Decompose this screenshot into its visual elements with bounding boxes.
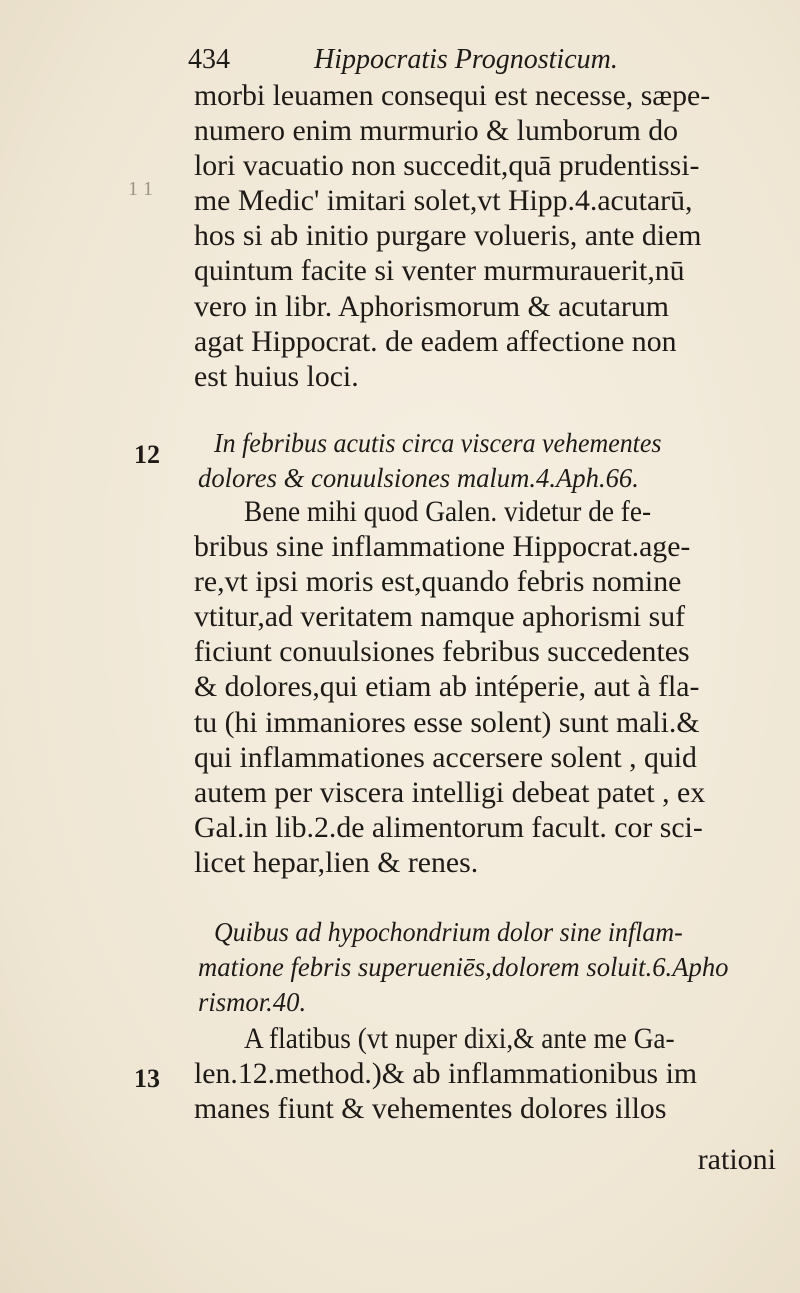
- aphorism-heading: Quibus ad hypochondrium dolor sine inflam-: [214, 917, 683, 947]
- text-line: len.12.method.)& ab inflammationibus im: [194, 1057, 698, 1090]
- aphorism-heading: rismor.40.: [198, 987, 307, 1017]
- text-line: qui inflammationes accersere solent , quid: [194, 741, 697, 774]
- text-line: bribus sine inflammatione Hippocrat.age-: [194, 530, 691, 563]
- catchword: rationi: [697, 1143, 776, 1176]
- page-number: 434: [188, 44, 230, 75]
- section-number-13: 13: [134, 1064, 160, 1093]
- text-line: agat Hippocrat. de eadem affectione non: [194, 325, 677, 358]
- running-title: Hippocratis Prognosticum.: [314, 44, 618, 75]
- text-line: vero in libr. Aphorismorum & acutarum: [194, 290, 669, 323]
- text-line: A flatibus (vt nuper dixi,& ante me Ga-: [244, 1022, 675, 1055]
- running-header: [188, 40, 748, 80]
- text-line: autem per viscera intelligi debeat patet , ex: [194, 776, 706, 809]
- text-line: lori vacuatio non succedit,quā prudentissi-: [194, 149, 700, 182]
- text-line: Bene mihi quod Galen. videtur de fe-: [244, 495, 652, 528]
- margin-note: 1 1: [128, 178, 153, 200]
- text-line: manes fiunt & vehementes dolores illos: [194, 1092, 667, 1125]
- text-line: Gal.in lib.2.de alimentorum facult. cor sci-: [194, 811, 703, 844]
- text-line: quintum facite si venter murmurauerit,nū: [194, 254, 685, 287]
- text-line: re,vt ipsi moris est,quando febris nomine: [194, 565, 682, 598]
- section-number-12: 12: [134, 440, 160, 469]
- text-line: est huius loci.: [194, 360, 359, 393]
- text-line: licet hepar,lien & renes.: [194, 846, 479, 879]
- aphorism-heading: dolores & conuulsiones malum.4.Aph.66.: [198, 463, 639, 493]
- text-line: hos si ab initio purgare volueris, ante diem: [194, 219, 702, 252]
- text-line: vtitur,ad veritatem namque aphorismi suf: [194, 600, 686, 633]
- text-line: tu (hi immaniores esse solent) sunt mali.&: [194, 706, 700, 739]
- text-line: ficiunt conuulsiones febribus succedentes: [194, 635, 690, 668]
- text-line: morbi leuamen consequi est necesse, sæpe-: [194, 79, 711, 112]
- aphorism-heading: In febribus acutis circa viscera vehementes: [214, 428, 662, 458]
- text-line: numero enim murmurio & lumborum do: [194, 114, 679, 147]
- text-line: me Medic' imitari solet,vt Hipp.4.acutarū,: [194, 184, 693, 217]
- aphorism-heading: matione febris superueniēs,dolorem soluit.6.Apho: [198, 952, 729, 982]
- text-line: & dolores,qui etiam ab intéperie, aut à fla-: [194, 670, 700, 703]
